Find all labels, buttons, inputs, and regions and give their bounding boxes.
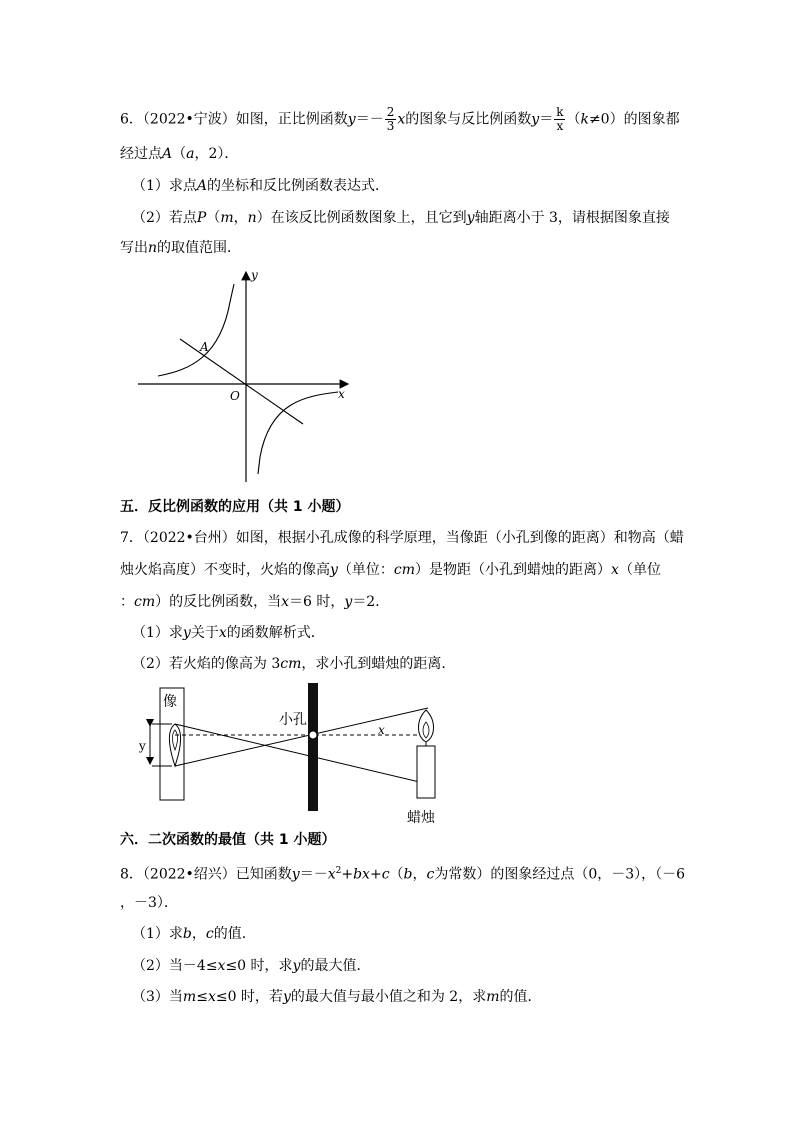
candle-body: [417, 746, 435, 798]
q6-text: 经过点: [120, 146, 162, 162]
q7-line-2: [120, 560, 661, 580]
q8-line-5: [132, 987, 542, 1007]
q8-text: ≤0 时，若: [215, 989, 283, 1005]
pinhole: [309, 731, 317, 739]
q8-text: （1）求: [132, 926, 183, 942]
q7-text: 烛火焰高度）不变时，火焰的像高: [120, 562, 330, 578]
var-y: y: [182, 625, 191, 641]
q6-line-2: [120, 144, 238, 164]
q6-text: （: [566, 111, 581, 128]
image-label: 像: [163, 694, 177, 710]
q6-text: ，: [233, 210, 248, 226]
q6-text: ＝－: [355, 111, 384, 128]
var-m: m: [486, 989, 500, 1005]
q8-text: ＝－: [299, 866, 328, 883]
pinhole-camera-figure: [130, 680, 450, 830]
var-x: x: [397, 111, 406, 128]
var-x: x: [218, 625, 227, 641]
var-m: m: [182, 989, 197, 1005]
unit-cm: cm: [393, 562, 416, 578]
var-A: A: [196, 178, 208, 194]
q8-text: ≤: [196, 989, 208, 1005]
q6-text: 写出: [120, 240, 148, 256]
var-x: x: [611, 562, 619, 578]
var-y: y: [292, 958, 301, 974]
distance-x-label: x: [378, 723, 385, 737]
var-y: y: [347, 111, 356, 128]
q7-text: （单位：: [337, 562, 394, 578]
var-n: n: [148, 240, 158, 256]
var-n: n: [247, 210, 257, 226]
q8-text: （: [389, 866, 404, 883]
q6-line-5: [120, 238, 241, 258]
q7-text: （1）求: [132, 625, 183, 641]
q7-text: （2）若火焰的像高为 3: [132, 656, 281, 672]
q8-text: （3）当: [132, 989, 183, 1005]
graph-point-a-label: A: [200, 340, 209, 354]
var-c: c: [426, 866, 435, 883]
q6-line-4: [132, 208, 670, 228]
q8-text: +: [369, 866, 382, 883]
q6-text: （2）若点: [132, 210, 197, 226]
var-b: b: [182, 926, 192, 942]
q6-line-1: [120, 106, 680, 133]
q8-text: +: [341, 866, 354, 883]
var-y: y: [466, 210, 475, 226]
var-y: y: [344, 594, 353, 610]
q7-line-5: [132, 654, 455, 674]
q6-text: （1）求点: [132, 178, 197, 194]
var-A: A: [162, 146, 173, 162]
var-y: y: [330, 562, 338, 578]
q8-line-4: [132, 956, 370, 976]
fraction-two-thirds: [385, 106, 397, 133]
graph-y-label: y: [251, 268, 258, 282]
q8-text: 的最大值．: [300, 958, 371, 974]
q8-line-1: [120, 861, 685, 885]
q8-text: 的值．: [499, 989, 542, 1005]
q7-line-1: 7．（2022•台州）如图，根据小孔成像的科学原理，当像距（小孔到像的距离）和物高（蜡: [120, 530, 684, 546]
barrier-plate: [308, 683, 318, 811]
section-6-heading: 六．二次函数的最值（共 1 小题）: [120, 832, 336, 848]
q7-line-3: [120, 592, 389, 612]
graph-origin-label: O: [230, 389, 240, 403]
var-y: y: [282, 989, 291, 1005]
var-bx: bx: [353, 866, 370, 883]
var-y: y: [291, 866, 300, 883]
q7-text: ＝6 时，: [289, 594, 345, 610]
q6-text: （: [172, 146, 187, 162]
q7-text: 的函数解析式．: [226, 625, 325, 641]
q7-line-4: [132, 623, 325, 643]
q8-text: ，: [191, 926, 206, 942]
unit-cm: cm: [280, 656, 302, 672]
q6-line-3: [132, 176, 389, 196]
q6-text: 的图象与反比例函数: [405, 111, 532, 128]
var-y: y: [531, 111, 540, 128]
q7-text: ＝2．: [352, 594, 390, 610]
q6-text: 轴距离小于 3，请根据图象直接: [474, 210, 670, 226]
q6-text: 的坐标和反比例函数表达式．: [207, 178, 390, 194]
q7-text: ）是物距（小孔到蜡烛的距离）: [415, 562, 612, 578]
q8-text: （2）当－4≤: [132, 958, 218, 974]
q7-text: ：: [120, 594, 134, 610]
q7-text: ，求小孔到蜡烛的距离．: [301, 656, 456, 672]
fraction-k-over-x: [554, 106, 565, 133]
fraction-denominator: 3: [386, 119, 395, 133]
fraction-numerator: k: [556, 105, 564, 119]
q7-text: 关于: [190, 625, 219, 641]
q8-text: 的值．: [213, 926, 256, 942]
q6-text: 的取值范围．: [157, 240, 242, 256]
exponent: 2: [335, 866, 342, 876]
q8-line-3: [132, 924, 256, 944]
fraction-denominator: x: [556, 119, 564, 133]
var-x: x: [217, 958, 226, 974]
var-m: m: [220, 210, 234, 226]
unit-cm: cm: [134, 594, 156, 610]
fraction-numerator: 2: [386, 105, 395, 119]
var-x: x: [281, 594, 290, 610]
var-P: P: [196, 210, 207, 226]
q8-line-2: ，－3）．: [120, 895, 178, 911]
q6-text: （: [206, 210, 221, 226]
var-x: x: [207, 989, 216, 1005]
var-b: b: [403, 866, 413, 883]
q8-text: ，: [412, 866, 427, 883]
hyperbola-branch-right: [258, 392, 338, 474]
q6-text: ）在该反比例函数图象上，且它到: [256, 210, 467, 226]
proportional-line: [180, 339, 303, 424]
q6-text: ＝: [539, 111, 554, 128]
graph-x-label: x: [338, 387, 345, 401]
hyperbola-branch-left: [158, 284, 234, 376]
ray-upper: [175, 724, 428, 784]
var-a: a: [186, 146, 195, 162]
q7-text: （单位: [618, 562, 661, 578]
q6-function-graph: [130, 262, 360, 487]
dim-y-label: y: [139, 739, 146, 753]
q8-text: 8．（2022•绍兴）已知函数: [120, 866, 292, 883]
var-k: k: [580, 111, 589, 128]
hole-label: 小孔: [279, 712, 307, 728]
q8-text: 的最大值与最小值之和为 2，求: [290, 989, 487, 1005]
var-c: c: [205, 926, 214, 942]
q8-text: 为常数）的图象经过点（0，－3），（－6: [434, 866, 686, 883]
q7-text: ）的反比例函数，当: [155, 594, 282, 610]
var-c: c: [381, 866, 390, 883]
var-x: x: [327, 866, 336, 883]
q6-text: ≠0）的图象都: [588, 111, 680, 128]
q6-text: 6．（2022•宁波）如图，正比例函数: [120, 111, 348, 128]
q8-text: ≤0 时，求: [225, 958, 293, 974]
section-5-heading: 五．反比例函数的应用（共 1 小题）: [120, 499, 350, 515]
candle-label: 蜡烛: [407, 810, 435, 826]
q6-text: ，2）．: [194, 146, 239, 162]
